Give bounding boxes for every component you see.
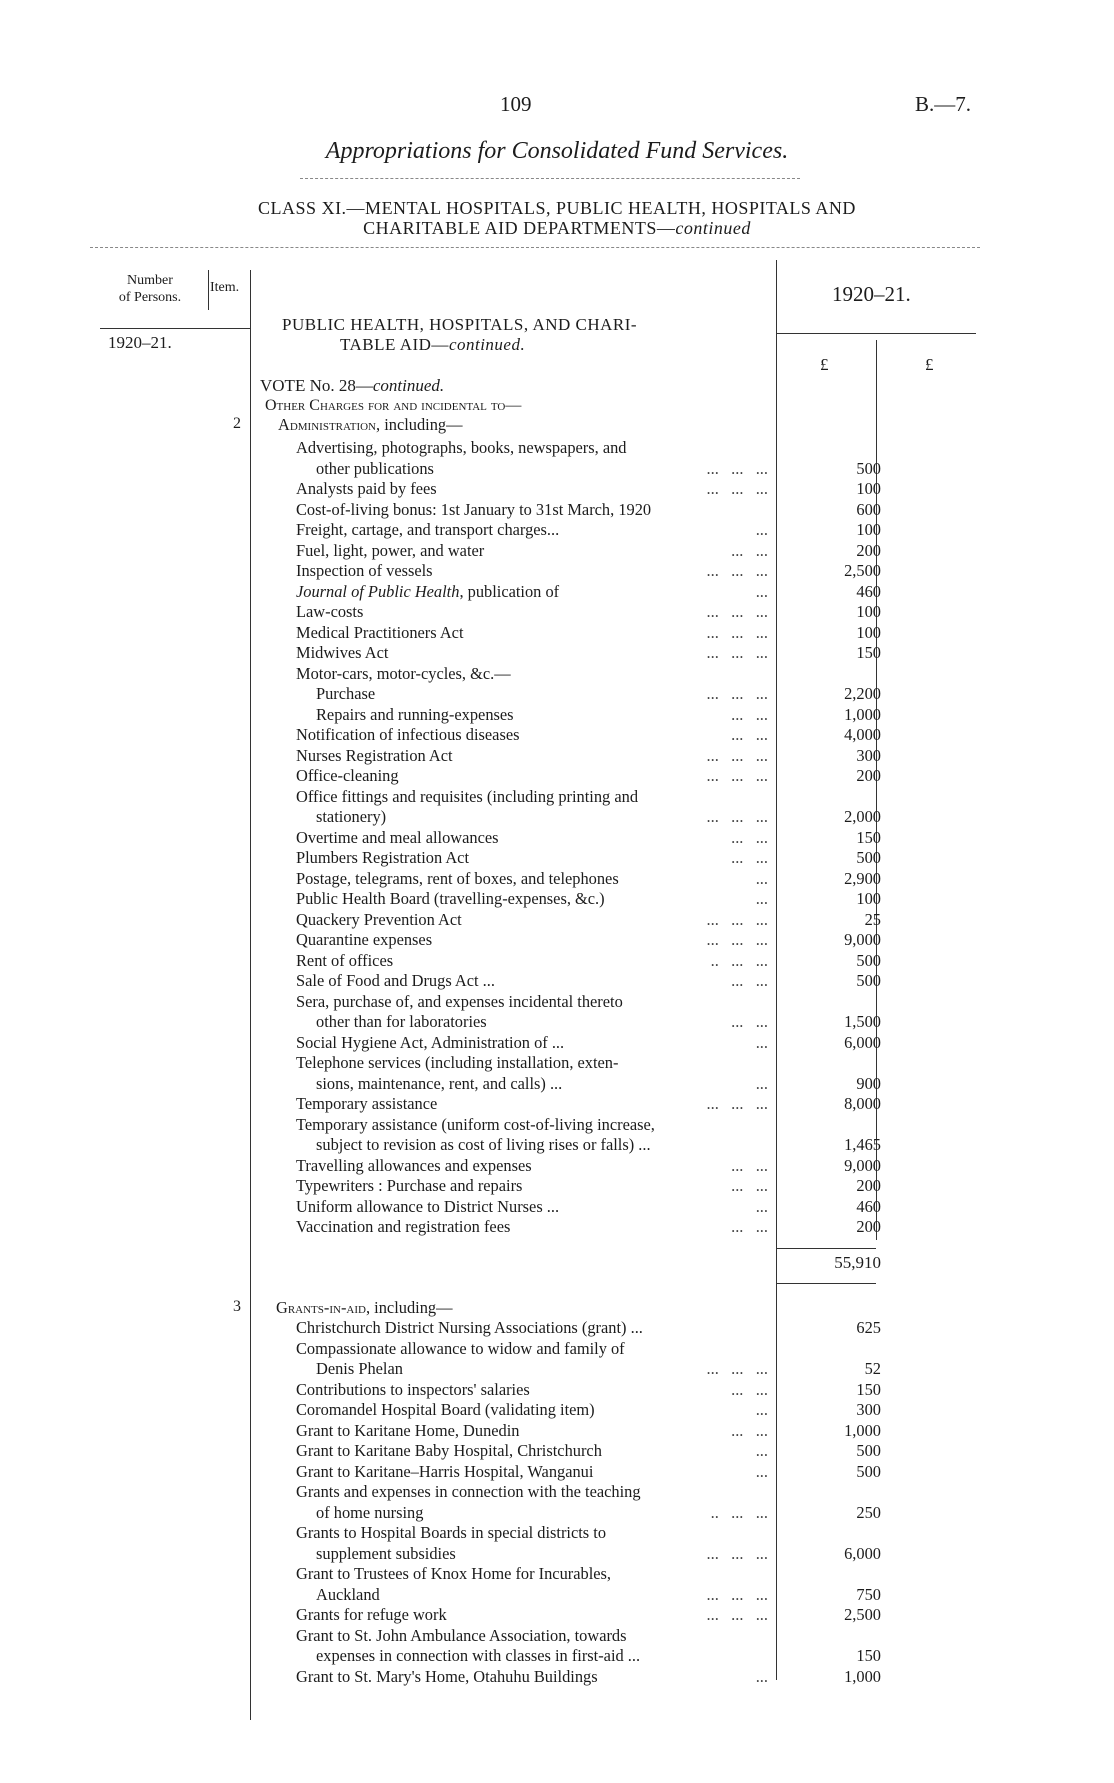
row-leader-dots: ... ... (731, 1176, 768, 1195)
row-description: expenses in connection with classes in first-aid ... (316, 1646, 641, 1665)
row-leader-dots: ... ... ... (706, 622, 768, 642)
row-amount: 200 (856, 1176, 881, 1195)
row-leader-dots: ... ... ... (706, 1605, 768, 1624)
row-amount: 900 (856, 1073, 881, 1093)
row-description: Christchurch District Nursing Associations (grant) ... (296, 1318, 643, 1337)
header-rule-left (100, 328, 250, 329)
row-description: Medical Practitioners Act (296, 622, 464, 642)
row-leader-dots: ... (755, 1666, 768, 1686)
row-amount: 460 (856, 1196, 881, 1216)
row-description: stationery) (316, 807, 387, 826)
row-description: Grants and expenses in connection with the teaching (296, 1482, 641, 1501)
row-leader-dots: ... (755, 1400, 768, 1419)
grants-label: Grants-in-aid, including— (276, 1298, 453, 1317)
other-charges-label: Other Charges for and incidental to— (265, 397, 522, 414)
row-description: sions, maintenance, rent, and calls) ... (316, 1073, 563, 1093)
row-leader-dots: ... ... ... (706, 684, 768, 703)
row-description: Grant to Trustees of Knox Home for Incurables, (296, 1564, 612, 1583)
row-leader-dots: ... ... (731, 1420, 768, 1440)
row-leader-dots: ... (755, 868, 768, 888)
row-leader-dots: ... ... (731, 725, 768, 744)
row-amount: 1,000 (844, 704, 881, 724)
row-amount: 500 (856, 1461, 881, 1481)
row-description: of home nursing (316, 1502, 424, 1522)
row-description: Law-costs (296, 602, 364, 621)
subtotal-rule (776, 1248, 876, 1249)
row-description: Temporary assistance (uniform cost-of-living increase, (296, 1114, 655, 1134)
row-leader-dots: ... ... ... (706, 909, 768, 929)
row-amount: 6,000 (844, 1543, 881, 1563)
row-description: Postage, telegrams, rent of boxes, and telephones (296, 868, 619, 888)
column-header-number: Number of Persons. (118, 273, 182, 305)
row-leader-dots: ... (755, 1032, 768, 1052)
row-description: Purchase (316, 684, 376, 703)
class-title-line2: CHARITABLE AID DEPARTMENTS—continued (363, 218, 751, 238)
row-leader-dots: ... ... (731, 1217, 768, 1236)
row-description: Office-cleaning (296, 766, 399, 785)
header-rule-right (776, 333, 976, 334)
row-leader-dots: ... ... ... (706, 643, 768, 662)
row-description: Auckland (316, 1584, 380, 1604)
row-leader-dots: ... ... ... (706, 602, 768, 621)
row-amount: 2,900 (844, 868, 881, 888)
row-description: other than for laboratories (316, 1012, 487, 1031)
row-description: Fuel, light, power, and water (296, 540, 485, 560)
row-leader-dots: ... ... (731, 704, 768, 724)
row-amount: 100 (856, 602, 881, 621)
row-amount: 750 (856, 1584, 881, 1604)
row-amount: 52 (864, 1359, 881, 1378)
column-divider (208, 270, 209, 310)
pound-sign-column1: £ (820, 355, 829, 374)
row-amount: 500 (856, 1441, 881, 1460)
column-header-item: Item. (210, 280, 240, 295)
row-description: Cost-of-living bonus: 1st January to 31st March, 1920 (296, 499, 652, 519)
row-amount: 2,200 (844, 684, 881, 703)
row-leader-dots: ... (755, 1461, 768, 1481)
row-description: Grant to Karitane Baby Hospital, Christchurch (296, 1441, 602, 1460)
row-leader-dots: ... (755, 889, 768, 908)
row-leader-dots: ... ... (731, 1379, 768, 1399)
row-description: Coromandel Hospital Board (validating item) (296, 1400, 595, 1419)
row-amount: 6,000 (844, 1032, 881, 1052)
row-amount: 200 (856, 766, 881, 785)
row-description: subject to revision as cost of living rises or falls) ... (316, 1135, 651, 1154)
row-description: Grant to St. John Ambulance Association, towards (296, 1625, 627, 1645)
row-description: Notification of infectious diseases (296, 725, 520, 744)
row-amount: 250 (856, 1502, 881, 1522)
row-leader-dots: ... ... (731, 1155, 768, 1175)
row-leader-dots: .. ... ... (710, 1502, 768, 1522)
row-description: Midwives Act (296, 643, 389, 662)
row-amount: 150 (856, 827, 881, 847)
row-description: Quackery Prevention Act (296, 909, 462, 929)
row-leader-dots: ... ... (731, 971, 768, 990)
row-description: supplement subsidies (316, 1543, 456, 1563)
row-leader-dots: ... ... ... (706, 561, 768, 580)
row-description: Public Health Board (travelling-expenses, &c.) (296, 889, 605, 908)
item-number: 3 (233, 1298, 241, 1315)
column-header-year-right: 1920–21. (832, 282, 911, 306)
row-leader-dots: ... ... ... (706, 458, 768, 478)
column-header-year-left: 1920–21. (108, 333, 172, 352)
row-amount: 1,000 (844, 1666, 881, 1686)
row-description: Denis Phelan (316, 1359, 403, 1378)
row-description: Freight, cartage, and transport charges... (296, 520, 560, 539)
row-amount: 2,500 (844, 561, 881, 580)
subtotal-rule-bottom (776, 1283, 876, 1284)
row-amount: 500 (856, 971, 881, 990)
row-description: Grants for refuge work (296, 1605, 447, 1624)
row-amount: 460 (856, 581, 881, 601)
row-description: Grant to St. Mary's Home, Otahuhu Buildings (296, 1666, 598, 1686)
row-amount: 625 (856, 1318, 881, 1337)
row-description: Grant to Karitane–Harris Hospital, Wanganui (296, 1461, 594, 1481)
row-amount: 200 (856, 540, 881, 560)
row-description: Office fittings and requisites (including printing and (296, 786, 639, 806)
column-divider (250, 270, 251, 1720)
row-leader-dots: ... ... (731, 1012, 768, 1031)
row-amount: 150 (856, 1646, 881, 1665)
section-title-line2: TABLE AID—continued. (340, 335, 526, 354)
row-amount: 1,500 (844, 1012, 881, 1031)
vote-label: VOTE No. 28—continued. (260, 376, 445, 395)
row-description: Nurses Registration Act (296, 745, 453, 765)
row-leader-dots: ... ... ... (706, 745, 768, 765)
heading-rule (300, 178, 800, 179)
row-amount: 100 (856, 622, 881, 642)
row-leader-dots: ... ... (731, 848, 768, 867)
row-description: Quarantine expenses (296, 930, 433, 949)
page-number: 109 (500, 92, 532, 116)
row-amount: 9,000 (844, 1155, 881, 1175)
row-description: Grants to Hospital Boards in special districts to (296, 1523, 607, 1542)
row-description: Overtime and meal allowances (296, 827, 499, 847)
row-leader-dots: ... ... ... (706, 1359, 768, 1378)
row-description: Inspection of vessels (296, 561, 433, 580)
row-amount: 2,000 (844, 807, 881, 826)
row-description: Repairs and running-expenses (316, 704, 514, 724)
row-leader-dots: ... ... ... (706, 1543, 768, 1563)
row-amount: 100 (856, 889, 881, 908)
administration-label: Administration, including— (278, 415, 463, 434)
row-description: Travelling allowances and expenses (296, 1155, 532, 1175)
row-leader-dots: ... (755, 1073, 768, 1093)
row-description: Sera, purchase of, and expenses incidental thereto (296, 991, 623, 1011)
table-top-rule (90, 247, 980, 248)
row-amount: 2,500 (844, 1605, 881, 1624)
pound-sign-column2: £ (925, 355, 934, 374)
row-amount: 4,000 (844, 725, 881, 744)
column-divider (776, 260, 777, 1680)
section-title-line1: PUBLIC HEALTH, HOSPITALS, AND CHARI- (282, 315, 638, 334)
row-leader-dots: ... (755, 1441, 768, 1460)
row-leader-dots: .. ... ... (710, 950, 768, 970)
row-leader-dots: ... ... ... (706, 766, 768, 785)
row-description: Contributions to inspectors' salaries (296, 1379, 530, 1399)
row-leader-dots: ... (755, 520, 768, 539)
row-amount: 150 (856, 643, 881, 662)
row-description: Vaccination and registration fees (296, 1217, 511, 1236)
row-amount: 1,465 (844, 1135, 881, 1154)
row-leader-dots: ... (755, 581, 768, 601)
document-reference: B.—7. (915, 92, 972, 116)
row-amount: 500 (856, 458, 881, 478)
row-amount: 300 (856, 745, 881, 765)
class-title-line1: CLASS XI.—MENTAL HOSPITALS, PUBLIC HEALTH, HOSPITALS AND (258, 198, 856, 218)
subtotal-amount: 55,910 (834, 1253, 881, 1272)
row-leader-dots: ... ... ... (706, 807, 768, 826)
row-description: Rent of offices (296, 950, 394, 970)
row-description: Uniform allowance to District Nurses ... (296, 1196, 560, 1216)
row-description: Social Hygiene Act, Administration of ... (296, 1032, 565, 1052)
row-description: Sale of Food and Drugs Act ... (296, 971, 495, 990)
row-amount: 8,000 (844, 1094, 881, 1113)
row-leader-dots: ... (755, 1196, 768, 1216)
row-description: Compassionate allowance to widow and family of (296, 1338, 625, 1358)
row-leader-dots: ... ... (731, 540, 768, 560)
row-amount: 9,000 (844, 930, 881, 949)
row-leader-dots: ... ... ... (706, 479, 768, 498)
row-amount: 200 (856, 1217, 881, 1236)
row-amount: 1,000 (844, 1420, 881, 1440)
row-description: Grant to Karitane Home, Dunedin (296, 1420, 520, 1440)
row-description: other publications (316, 458, 434, 478)
item-number: 2 (233, 415, 241, 432)
row-amount: 25 (864, 909, 881, 929)
row-description: Plumbers Registration Act (296, 848, 469, 867)
row-leader-dots: ... ... ... (706, 1584, 768, 1604)
row-description: Typewriters : Purchase and repairs (296, 1176, 523, 1195)
row-description: Motor-cars, motor-cycles, &c.— (296, 663, 511, 683)
row-leader-dots: ... ... ... (706, 1094, 768, 1113)
row-amount: 100 (856, 520, 881, 539)
row-amount: 600 (856, 499, 881, 519)
row-amount: 500 (856, 848, 881, 867)
row-description: Advertising, photographs, books, newspapers, and (296, 438, 627, 457)
row-description: Journal of Public Health, publication of (296, 581, 560, 601)
row-leader-dots: ... ... (731, 827, 768, 847)
row-description: Telephone services (including installation, exten- (296, 1053, 619, 1072)
row-description: Temporary assistance (296, 1094, 438, 1113)
row-amount: 150 (856, 1379, 881, 1399)
row-amount: 300 (856, 1400, 881, 1419)
row-amount: 100 (856, 479, 881, 498)
row-amount: 500 (856, 950, 881, 970)
page-heading: Appropriations for Consolidated Fund Services. (325, 138, 789, 164)
row-leader-dots: ... ... ... (706, 930, 768, 949)
row-description: Analysts paid by fees (296, 479, 437, 498)
